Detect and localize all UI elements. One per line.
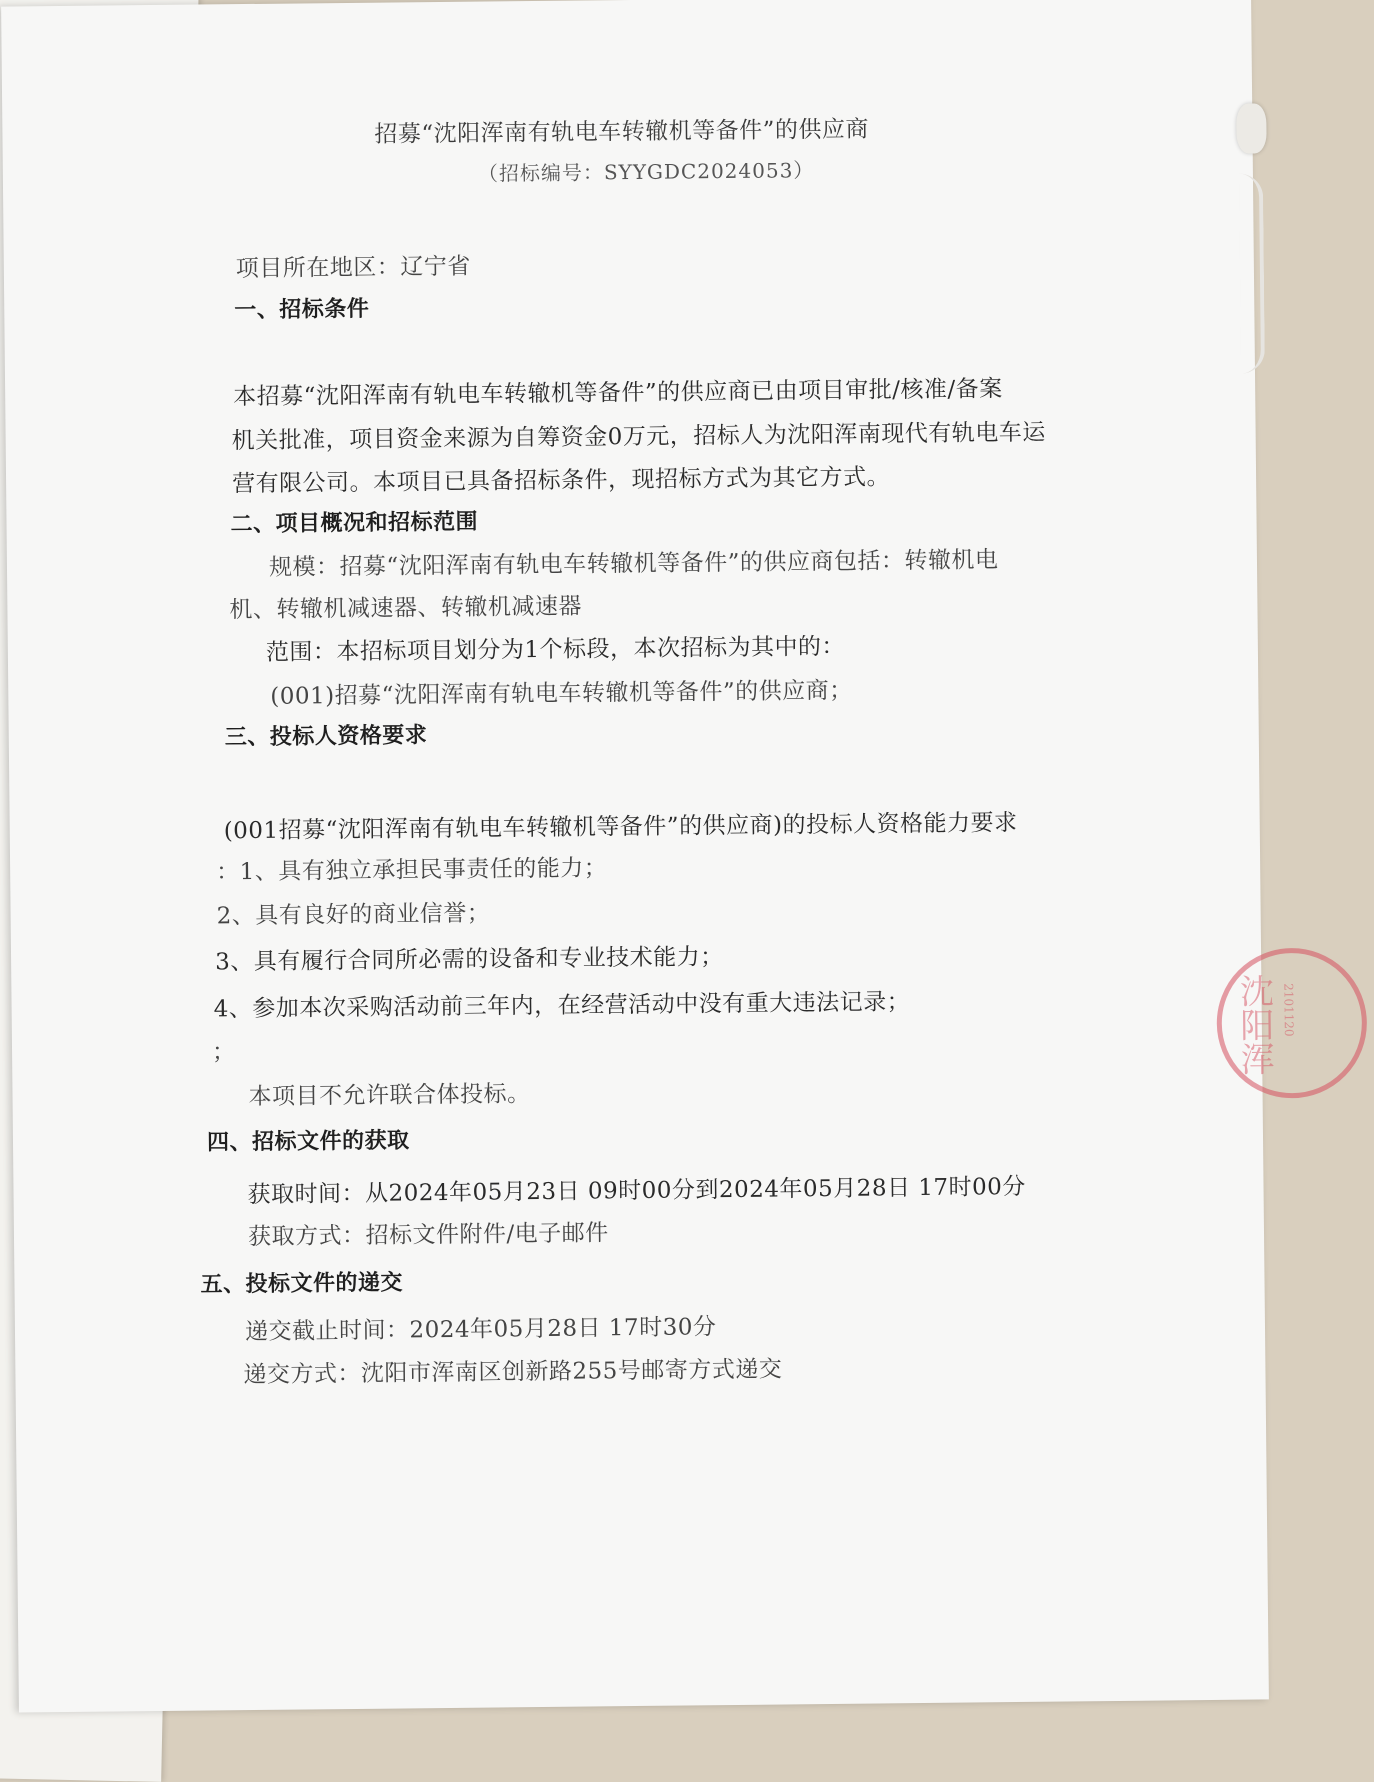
- seal-number: 2101120: [1281, 983, 1296, 1037]
- scale-line-2: 机、转辙机减速器、转辙机减速器: [229, 593, 583, 624]
- section2-heading: 二、项目概况和招标范围: [230, 509, 479, 538]
- section4-heading: 四、招标文件的获取: [206, 1128, 410, 1156]
- section1-line-2: 机关批准，项目资金来源为自筹资金0万元，招标人为沈阳浑南现代有轨电车运: [231, 419, 1046, 455]
- earphone-cap: [1236, 103, 1267, 153]
- tender-number: （招标编号：SYYGDC2024053）: [477, 158, 815, 186]
- scale-line-1: 规模：招募“沈阳浑南有轨电车转辙机等备件”的供应商包括：转辙机电: [268, 547, 999, 581]
- red-seal-stamp: [1216, 947, 1368, 1099]
- section1-heading: 一、招标条件: [234, 296, 370, 324]
- acquisition-time: 获取时间：从2024年05月23日 09时00分到2024年05月28日 17时00分: [247, 1173, 1026, 1209]
- lot-line: (001)招募“沈阳浑南有轨电车转辙机等备件”的供应商；: [270, 677, 853, 710]
- requirement-3: 3、具有履行合同所必需的设备和专业技术能力；: [214, 944, 724, 976]
- scope-line: 范围：本招标项目划分为1个标段，本次招标为其中的：: [265, 633, 846, 666]
- seal-text: 沈阳浑: [1233, 973, 1275, 1076]
- requirement-2: 2、具有良好的商业信誉；: [216, 900, 491, 930]
- project-region: 项目所在地区：辽宁省: [235, 253, 471, 283]
- section3-heading: 三、投标人资格要求: [224, 723, 428, 751]
- stray-semicolon: ；: [211, 1039, 236, 1066]
- submission-deadline: 递交截止时间：2024年05月28日 17时30分: [244, 1314, 717, 1346]
- requirement-4: 4、参加本次采购活动前三年内，在经营活动中没有重大违法记录；: [213, 989, 911, 1023]
- submission-method: 递交方式：沈阳市浑南区创新路255号邮寄方式递交: [243, 1356, 783, 1389]
- earphone-cable: [1239, 173, 1265, 373]
- document-title: 招募“沈阳浑南有轨电车转辙机等备件”的供应商: [374, 116, 870, 148]
- section5-heading: 五、投标文件的递交: [200, 1270, 404, 1298]
- requirement-1: ：1、具有独立承担民事责任的能力；: [216, 855, 608, 886]
- qualification-intro: (001招募“沈阳浑南有轨电车转辙机等备件”的供应商)的投标人资格能力要求: [223, 809, 1018, 845]
- consortium-line: 本项目不允许联合体投标。: [248, 1081, 531, 1111]
- acquisition-method: 获取方式：招标文件附件/电子邮件: [247, 1220, 609, 1251]
- document-page: [1, 0, 1296, 1712]
- section1-line-3: 营有限公司。本项目已具备招标条件，现招标方式为其它方式。: [231, 464, 891, 498]
- section1-line-1: 本招募“沈阳浑南有轨电车转辙机等备件”的供应商已由项目审批/核准/备案: [233, 376, 1003, 411]
